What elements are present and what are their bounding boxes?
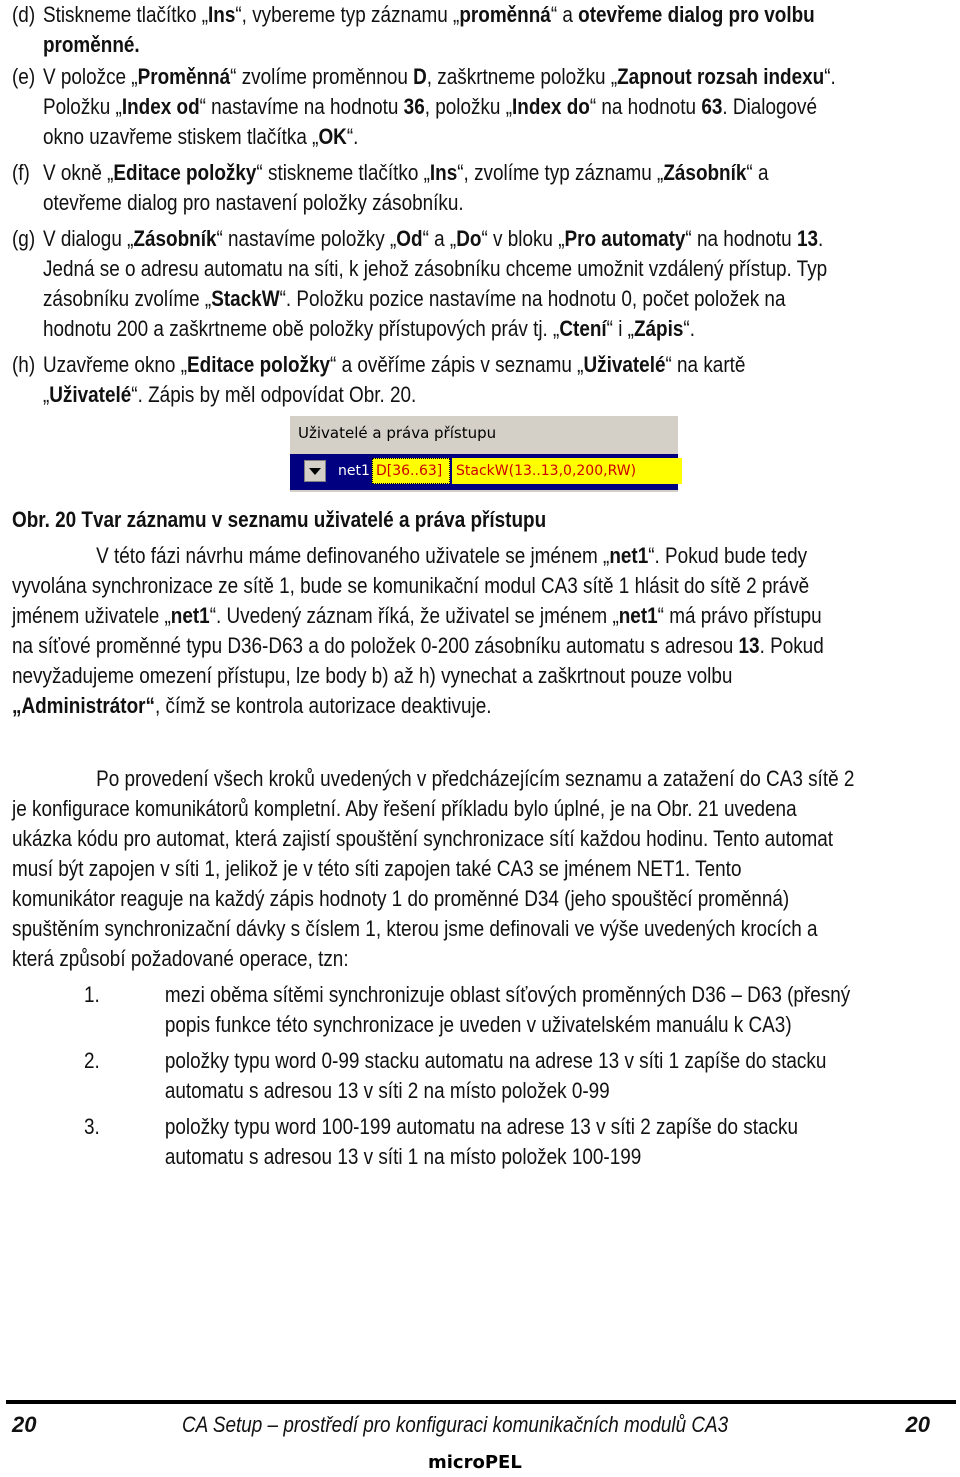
list-item-text-line: okno uzavřeme stiskem tlačítka „OK“. bbox=[42, 124, 359, 149]
bold-term: proměnné. bbox=[42, 32, 140, 57]
bold-term: Zápis bbox=[633, 316, 684, 341]
figure-title: Uživatelé a práva přístupu bbox=[298, 424, 497, 442]
bold-term: 63 bbox=[701, 94, 723, 119]
numbered-item-text-line: automatu s adresou 13 v síti 1 na místo položek 100-199 bbox=[164, 1144, 642, 1169]
user-name-cell[interactable]: net1 bbox=[338, 463, 370, 479]
bold-term: Editace položky bbox=[187, 352, 331, 377]
figure-screenshot bbox=[290, 416, 678, 492]
paragraph-line: spuštěním synchronizační dávky s číslem 1, kterou jsme definovali ve výše uvedených krocích a bbox=[12, 916, 818, 941]
paragraph-line: jménem uživatele „net1“. Uvedený záznam říká, že uživatel se jménem „net1“ má právo přístupu bbox=[12, 603, 822, 628]
bold-term: Index do bbox=[512, 94, 590, 119]
list-item-text-line: V dialogu „Zásobník“ nastavíme položky „Od“ a „Do“ v bloku „Pro automaty“ na hodnotu 13. bbox=[42, 226, 824, 251]
numbered-item-text-line: položky typu word 100-199 automatu na adrese 13 v síti 2 zapíše do stacku bbox=[164, 1114, 798, 1139]
list-item-label: (f) bbox=[12, 160, 30, 185]
bold-term: Zásobník bbox=[663, 160, 747, 185]
bold-term: proměnná bbox=[459, 2, 551, 27]
paragraph-line: která způsobí požadované operace, tzn: bbox=[12, 946, 349, 971]
bold-term: Od bbox=[396, 226, 423, 251]
paragraph-line: je konfigurace komunikátorů kompletní. Aby řešení příkladu bylo úplné, je na Obr. 21 uvedena bbox=[12, 796, 797, 821]
bold-term: Ins bbox=[208, 2, 236, 27]
bold-term: D bbox=[413, 64, 427, 89]
paragraph-line: V této fázi návrhu máme definovaného uživatele se jménem „net1“. Pokud bude tedy bbox=[12, 543, 808, 568]
numbered-item-text-line: popis funkce této synchronizace je uveden v uživatelském manuálu k CA3) bbox=[164, 1012, 792, 1037]
footer-title: CA Setup – prostředí pro konfiguraci komunikačních modulů CA3 bbox=[182, 1412, 729, 1437]
bold-term: Ins bbox=[429, 160, 458, 185]
paragraph-line: nevyžadujeme omezení přístupu, lze body b) až h) vynechat a zaškrtnout pouze volbu bbox=[12, 663, 733, 688]
list-item-text-line: Uzavřeme okno „Editace položky“ a ověříme zápis v seznamu „Uživatelé“ na kartě bbox=[42, 352, 746, 377]
bold-term: otevřeme dialog pro volbu bbox=[578, 2, 815, 27]
bold-term: Do bbox=[456, 226, 482, 251]
bold-term: „Administrátor“ bbox=[12, 693, 155, 718]
list-item-text-line: Jedná se o adresu automatu na síti, k jehož zásobníku chceme umožnit vzdálený přístup. Typ bbox=[42, 256, 828, 281]
paragraph-line: na síťové proměnné typu D36-D63 a do položek 0-200 zásobníku automatu s adresou 13. Pokud bbox=[12, 633, 824, 658]
numbered-item-text bbox=[165, 980, 850, 1040]
numbered-item-number: 1. bbox=[84, 982, 100, 1007]
paragraph-1 bbox=[12, 541, 824, 721]
bold-term: net1 bbox=[170, 603, 210, 628]
figure-caption bbox=[12, 505, 546, 535]
paragraph-line: vyvolána synchronizace ze sítě 1, bude se komunikační modul CA3 sítě 1 hlásit do sítě 2 právě bbox=[12, 573, 810, 598]
paragraph-line: Po provedení všech kroků uvedených v předcházejícím seznamu a zatažení do CA3 sítě 2 bbox=[12, 766, 855, 791]
bold-term: Obr. 20 Tvar záznamu v seznamu uživatelé a práva přístupu bbox=[12, 507, 547, 532]
list-item-text bbox=[43, 224, 827, 344]
list-item-text-line: zásobníku zvolíme „StackW“. Položku pozice nastavíme na hodnotu 0, počet položek na bbox=[42, 286, 786, 311]
list-item-text-line: otevřeme dialog pro nastavení položky zásobníku. bbox=[42, 190, 464, 215]
list-item-text bbox=[43, 0, 815, 60]
list-item-text-line: hodnotu 200 a zaškrtneme obě položky přístupových práv tj. „Ctení“ i „Zápis“. bbox=[42, 316, 695, 341]
dropdown-arrow-icon[interactable] bbox=[304, 460, 326, 482]
list-item-text-line: V položce „Proměnná“ zvolíme proměnnou D, zaškrtneme položku „Zapnout rozsah indexu“. bbox=[42, 64, 836, 89]
numbered-item-number: 3. bbox=[84, 1114, 100, 1139]
list-item-text-line: Stiskneme tlačítko „Ins“, vybereme typ záznamu „proměnná“ a otevřeme dialog pro volbu bbox=[42, 2, 815, 27]
list-item-label: (e) bbox=[12, 64, 36, 89]
numbered-item-text bbox=[165, 1112, 798, 1172]
paragraph-line: „Administrátor“, čímž se kontrola autorizace deaktivuje. bbox=[12, 693, 492, 718]
figure-title-bar bbox=[290, 416, 678, 452]
bold-term: 36 bbox=[403, 94, 425, 119]
logo-text: microPEL bbox=[428, 1452, 522, 1472]
bold-term: Proměnná bbox=[137, 64, 231, 89]
bold-term: net1 bbox=[609, 543, 649, 568]
bold-term: net1 bbox=[618, 603, 658, 628]
paragraph-line: ukázka kódu pro automat, která zajistí spouštění synchronizace sítí každou hodinu. Tento automat bbox=[12, 826, 834, 851]
footer-rule bbox=[6, 1400, 956, 1404]
bold-term: Uživatelé bbox=[583, 352, 666, 377]
list-item-label: (g) bbox=[12, 226, 36, 251]
bold-term: Editace položky bbox=[113, 160, 257, 185]
bold-term: StackW bbox=[211, 286, 280, 311]
numbered-item-text-line: mezi oběma sítěmi synchronizuje oblast síťových proměnných D36 – D63 (přesný bbox=[164, 982, 851, 1007]
list-item-text bbox=[43, 62, 836, 152]
bold-term: 13 bbox=[796, 226, 818, 251]
bold-term: OK bbox=[318, 124, 347, 149]
variable-range-cell[interactable]: D[36..63] bbox=[372, 458, 450, 484]
list-item-text-line bbox=[43, 30, 815, 60]
stack-access-cell[interactable]: StackW(13..13,0,200,RW) bbox=[452, 458, 682, 484]
bold-term: 13 bbox=[738, 633, 760, 658]
micropel-logo bbox=[428, 1446, 540, 1472]
numbered-item-text-line: položky typu word 0-99 stacku automatu na adrese 13 v síti 1 zapíše do stacku bbox=[164, 1048, 827, 1073]
bold-term: Pro automaty bbox=[564, 226, 686, 251]
footer-page-left: 20 bbox=[12, 1412, 37, 1437]
paragraph-line: musí být zapojen v síti 1, jelikož je v této síti zapojen také CA3 se jménem NET1. Tento bbox=[12, 856, 742, 881]
list-item-text bbox=[43, 350, 745, 410]
list-item-text-line: „Uživatelé“. Zápis by měl odpovídat Obr. 20. bbox=[42, 382, 417, 407]
list-item-text-line: Položku „Index od“ nastavíme na hodnotu 36, položku „Index do“ na hodnotu 63. Dialogové bbox=[42, 94, 818, 119]
list-item-label: (h) bbox=[12, 352, 36, 377]
footer-page-right: 20 bbox=[905, 1412, 930, 1437]
list-item-text bbox=[43, 158, 769, 218]
paragraph-line: komunikátor reaguje na každý zápis hodnoty 1 do proměnné D34 (jeho spouštěcí proměnná) bbox=[12, 886, 790, 911]
bold-term: Zapnout rozsah indexu bbox=[617, 64, 825, 89]
bold-term: Uživatelé bbox=[49, 382, 132, 407]
numbered-item-text-line: automatu s adresou 13 v síti 2 na místo položek 0-99 bbox=[164, 1078, 610, 1103]
bold-term: Zásobník bbox=[133, 226, 217, 251]
list-item-label: (d) bbox=[12, 2, 36, 27]
list-item-text-line: V okně „Editace položky“ stiskneme tlačítko „Ins“, zvolíme typ záznamu „Zásobník“ a bbox=[42, 160, 769, 185]
paragraph-2 bbox=[12, 764, 854, 974]
numbered-item-number: 2. bbox=[84, 1048, 100, 1073]
numbered-item-text bbox=[165, 1046, 827, 1106]
bold-term: Ctení bbox=[559, 316, 607, 341]
bold-term: Index od bbox=[121, 94, 200, 119]
